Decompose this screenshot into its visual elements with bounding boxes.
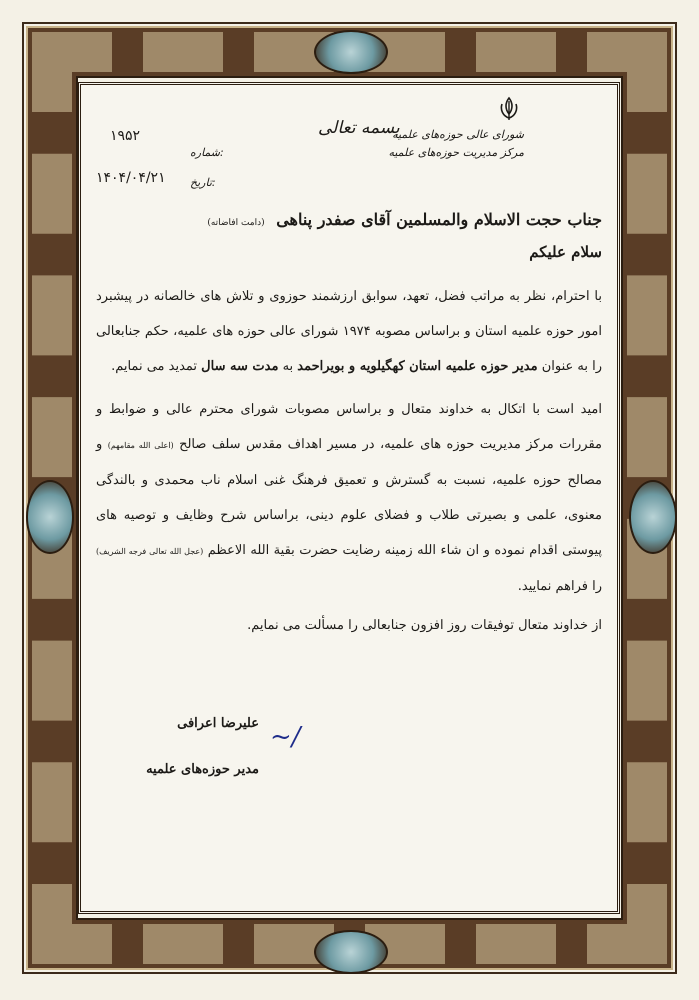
para1-duration: مدت سه سال [201,359,279,374]
left-medallion [26,480,74,554]
addressee-line [96,210,602,229]
para1-text-2: به [282,359,294,374]
right-medallion [629,480,677,554]
para1-position: مدیر حوزه علمیه استان کهگیلویه و بویراحمد [297,359,538,374]
bismillah-heading: بسمه تعالی [318,118,400,138]
bottom-medallion [314,930,388,974]
greeting: سلام علیکم [529,243,602,261]
letter-number-value: ۱۹۵۲ [110,128,141,144]
letter-number-label: شماره: [190,146,224,159]
para1-text-1: با احترام، نظر به مراتب فضل، تعهد، سوابق ارزشمند حوزوی و تلاش های خالصانه در پیشبرد امور حوزه علمیه استان و براساس مصوبه ۱۹۷۴ شورای عالی حوزه های علمیه، حکم جنابعالی را به عنوان [96,289,603,374]
handwritten-signature: ~/ [270,722,301,752]
para2-text-2: و مصالح حوزه علمیه، نسبت به گسترش و تعمیق فرهنگ غنی اسلام ناب محمدی و بالندگی معنوی، علمی و بصیرتی طلاب و فضلای علوم دینی، براساس شرح وظایف و توصیه های پیوستی اقدام نموده و ان شاء الله زمینه رضایت حضرت بقیة الله الاعظم [96,437,603,558]
signatory-name: علیرضا اعرافی [177,716,259,731]
para2-text-3: را فراهم نمایید. [517,579,602,594]
org-line-2: مرکز مدیریت حوزه‌های علمیه [388,146,524,159]
paragraph-1 [96,279,602,384]
iran-emblem-icon [496,96,522,122]
paragraph-3: از خداوند متعال توفیقات روز افزون جنابعالی را مسألت می نمایم. [247,618,602,633]
paragraph-2 [96,392,602,604]
signatory-title: مدیر حوزه‌های علمیه [146,762,259,777]
top-medallion [314,30,388,74]
letter-date-value: ۱۴۰۴/۰۴/۲۱ [96,170,166,186]
letter-body [96,210,602,643]
para2-text-1: امید است با اتکال به خداوند متعال و براساس مصوبات شورای محترم عالی و ضوابط و مقررات مرکز مدیریت حوزه های علمیه، در مسیر اهداف مقدس سلف صالح [96,402,602,452]
org-line-1: شورای عالی حوزه‌های علمیه [392,128,524,141]
addressee: جناب حجت الاسلام والمسلمین آقای صفدر پناهی [276,210,602,229]
addressee-honorific: (دامت افاضاته) [207,218,265,228]
letter-date-label: تاریخ: [190,176,216,189]
para1-text-3: تمدید می نمایم. [111,359,198,374]
para2-honorific-1: (اعلی الله مقامهم) [107,441,174,450]
para2-honorific-2: (عجل الله تعالی فرجه الشریف) [96,547,204,556]
